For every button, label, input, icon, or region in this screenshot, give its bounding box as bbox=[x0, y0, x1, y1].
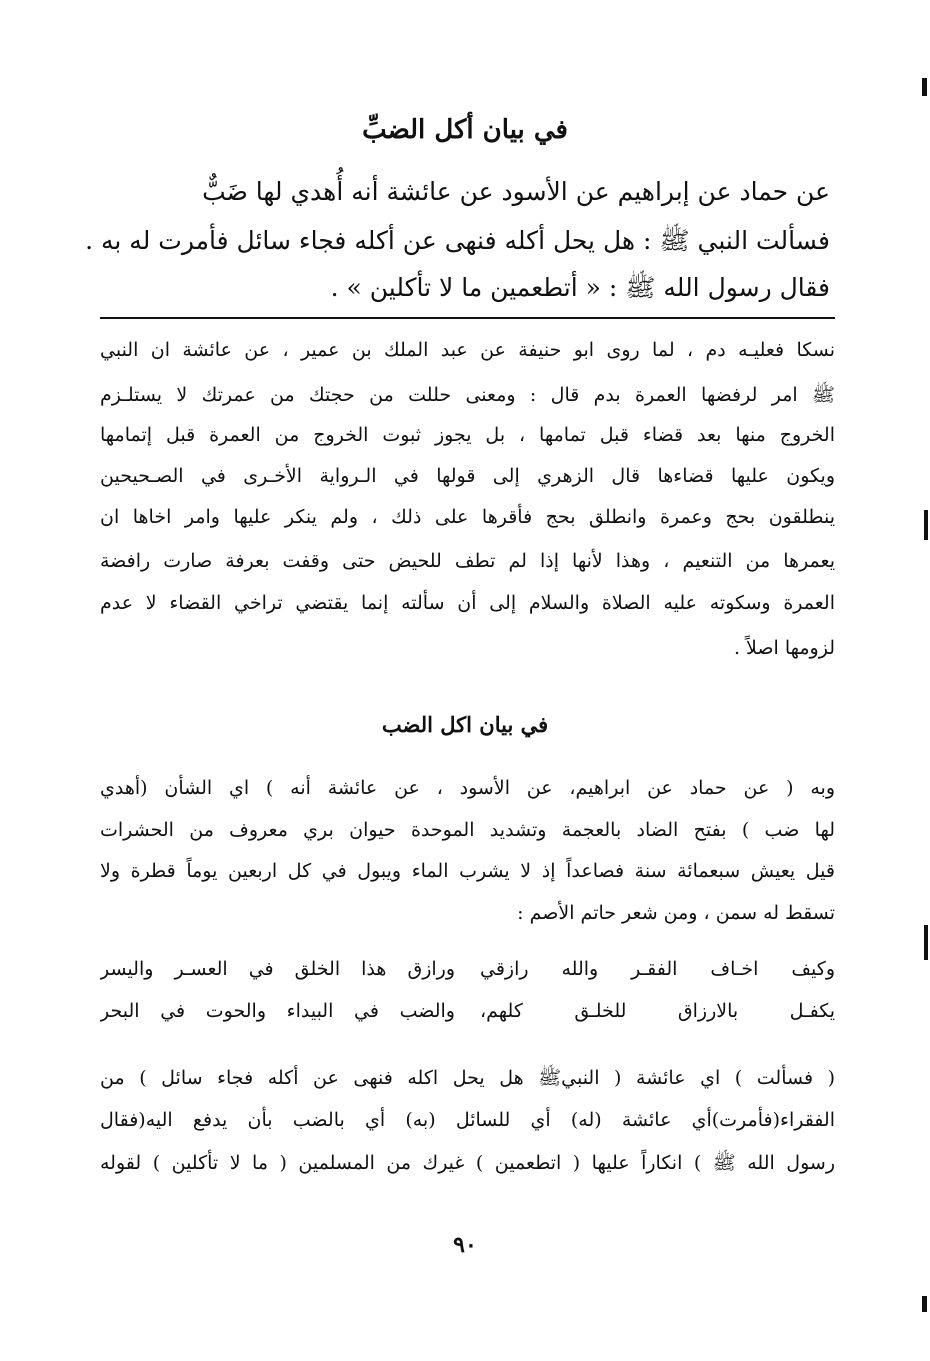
section-divider bbox=[100, 317, 835, 319]
commentary-line: تسقط له سمن ، ومن شعر حاتم الأصم : bbox=[517, 902, 835, 924]
scan-edge-mark bbox=[924, 925, 928, 960]
poem-verse bbox=[100, 1000, 835, 1032]
commentary-line: ينطلقون بحج وعمرة وانطلق بحج فأقرها على ذلك ، ولم ينكر عليها وامر اخاها ان bbox=[100, 506, 835, 528]
commentary-line: لزومها اصلاً . bbox=[733, 637, 835, 659]
poem-second-hemistich: والضب في البيداء والحوت في البحر bbox=[100, 1000, 455, 1022]
commentary-line: لها ضب ) بفتح الضاد بالعجمة وتشديد الموحدة حيوان بري معروف من الحشرات bbox=[100, 819, 835, 841]
commentary-line: رسول الله ﷺ ) انكاراً عليها ( اتطعمين ) غيرك من المسلمين ( ما لا تأكلين ) لقوله bbox=[100, 1152, 835, 1174]
commentary-line: قيل يعيش سبعمائة سنة فصاعداً إذ لا يشرب الماء ويبول في كل اربعين يوماً قطرة ولا bbox=[100, 860, 835, 882]
commentary-line: ( فسألت ) اي عائشة ( النبيﷺ هل يحل اكله فنهى عن أكله فجاء سائل ) من bbox=[100, 1067, 835, 1089]
scan-edge-mark bbox=[922, 1296, 927, 1312]
hadith-line: عن حماد عن إبراهيم عن الأسود عن عائشة أنه أُهدي لها ضَبٌّ bbox=[202, 177, 830, 206]
poem-first-hemistich: يكفـل بالارزاق للخلـق كلهم، bbox=[480, 1000, 835, 1022]
page-number: ٩٠ bbox=[453, 1232, 477, 1258]
scan-edge-mark bbox=[924, 510, 928, 540]
commentary-line: الفقراء(فأمرت)أي عائشة (له) أي للسائل (به) أي بالضب بأن يدفع اليه(فقال bbox=[100, 1109, 835, 1131]
chapter-title: في بيان أكل الضبِّ bbox=[362, 115, 568, 145]
hadith-line: فسألت النبي ﷺ : هل يحل أكله فنهى عن أكله فجاء سائل فأمرت له به . bbox=[85, 226, 830, 255]
commentary-line: ويكون عليها قضاءها قال الزهري إلى قولها في الـرواية الأخـرى في الصـحيحين bbox=[100, 465, 835, 487]
poem-verse bbox=[100, 958, 835, 990]
commentary-line: العمرة وسكوته عليه الصلاة والسلام إلى أن سألته إنما يقتضي تراخي القضاء لا عدم bbox=[100, 592, 835, 614]
hadith-line: فقال رسول الله ﷺ : « أتطعمين ما لا تأكلين » . bbox=[330, 273, 830, 302]
poem-second-hemistich: ورازق هذا الخلق في العسـر واليسر bbox=[100, 958, 455, 980]
poem-first-hemistich: وكيف اخـاف الفقـر والله رازقي bbox=[480, 958, 835, 980]
scan-edge-mark bbox=[922, 78, 927, 96]
commentary-line: نسكا فعليـه دم ، لما روى ابو حنيفة عن عبد الملك بن عمير ، عن عائشة ان النبي bbox=[100, 339, 835, 361]
commentary-line: الخروج منها بعد قضاء قبل تمامها ، بل يجوز ثبوت الخروج من العمرة قبل إتمامها bbox=[100, 424, 835, 446]
commentary-line: ﷺ امر لرفضها العمرة بدم قال : ومعنى حللت من حجتك من عمرتك لا يستلـزم bbox=[100, 384, 835, 406]
section-title: في بيان اكل الضب bbox=[381, 712, 549, 737]
commentary-line: وبه ( عن حماد عن ابراهيم، عن الأسود ، عن عائشة أنه ) اي الشأن (أهدي bbox=[100, 777, 835, 799]
commentary-line: يعمرها من التنعيم ، وهذا لأنها إذا لم تطف للحيض حتى وقفت بعرفة صارت رافضة bbox=[100, 550, 835, 572]
